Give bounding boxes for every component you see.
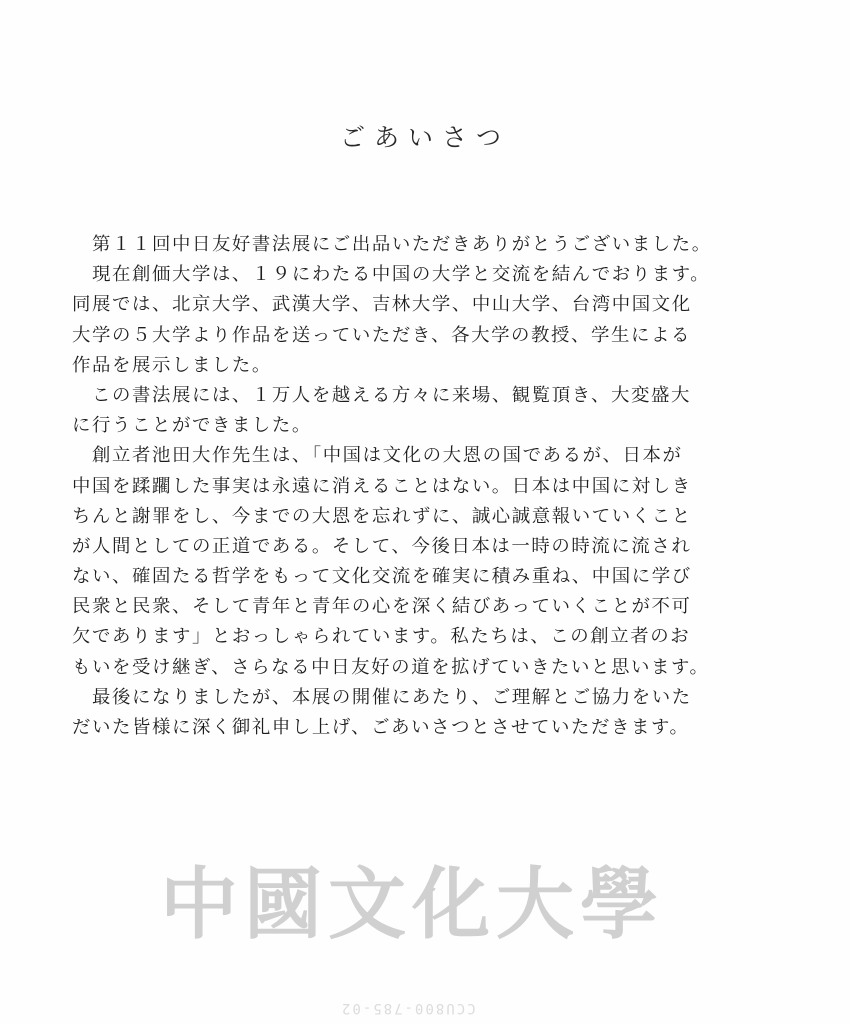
text-line: 作品を展示しました。 <box>72 354 272 376</box>
text-line: だいた皆様に深く御礼申し上げ、ごあいさつとさせていただきます。 <box>72 717 690 738</box>
archive-code: CCU800-785-02 <box>340 1000 476 1016</box>
text-line: に行うことができました。 <box>72 415 312 437</box>
text-line: 創立者池田大作先生は、「中国は文化の大恩の国であるが、日本が <box>92 445 683 467</box>
text-line: が人間としての正道である。そして、今後日本は一時の時流に流され <box>72 535 692 557</box>
text-line: 中国を蹂躙した事実は永遠に消えることはない。日本は中国に対しき <box>72 475 692 497</box>
university-watermark: 中國文化大學 <box>160 860 665 950</box>
text-line: 民衆と民衆、そして青年と青年の心を深く結びあっていくことが不可 <box>72 596 692 618</box>
text-line: ちんと謝罪をし、今までの大恩を忘れずに、誠心誠意報いていくこと <box>72 505 692 527</box>
text-line: 現在創価大学は、１９にわたる中国の大学と交流を結んでおります。 <box>92 264 711 286</box>
document-body <box>72 230 792 743</box>
text-line: この書法展には、１万人を越える方々に来場、観覧頂き、大変盛大 <box>92 384 691 406</box>
text-line: 大学の５大学より作品を送っていただき、各大学の教授、学生による <box>72 324 691 346</box>
text-line: 同展では、北京大学、武漢大学、吉林大学、中山大学、台湾中国文化 <box>72 294 692 316</box>
text-line: もいを受け継ぎ、さらなる中日友好の道を拡げていきたいと思います。 <box>72 656 710 678</box>
text-line: 最後になりましたが、本展の開催にあたり、ご理解とご協力をいた <box>92 686 692 708</box>
text-line: 欠であります」とおっしゃられています。私たちは、この創立者のお <box>72 626 691 648</box>
text-line: 第１１回中日友好書法展にご出品いただきありがとうございました。 <box>92 234 712 255</box>
text-line: ない、確固たる哲学をもって文化交流を確実に積み重ね、中国に学び <box>72 566 692 588</box>
document-title: ごあいさつ <box>339 123 510 152</box>
